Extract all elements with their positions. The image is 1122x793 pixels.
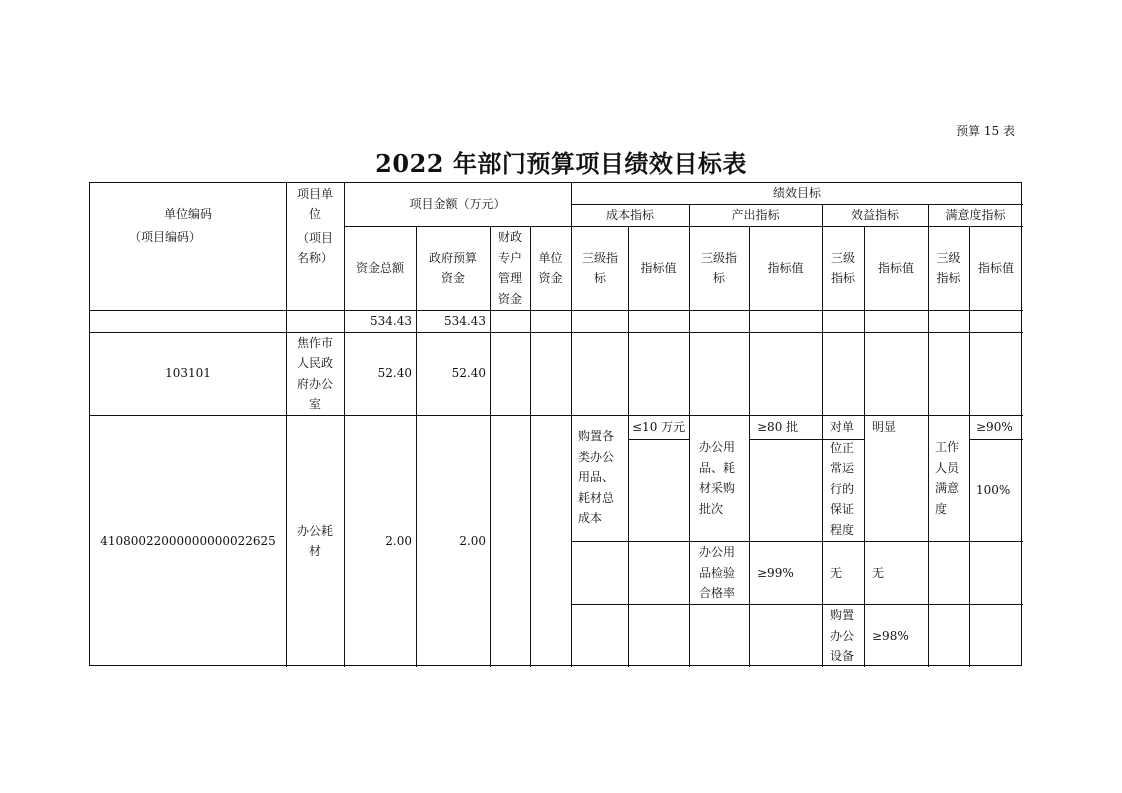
- grid-line: [689, 204, 690, 667]
- header-gov-budget-funds: 政府预算资金: [428, 250, 477, 285]
- performance-target-table: [89, 182, 1022, 666]
- unit-row-gov-budget-funds: 52.40: [451, 366, 486, 381]
- grid-line: [571, 183, 572, 667]
- header-project-code: （项目编码）: [128, 229, 201, 244]
- project-row-total-funds: 2.00: [385, 533, 412, 548]
- grid-line: [928, 204, 929, 667]
- sat-value-2: 100%: [976, 483, 1011, 497]
- total-row-total-funds: 534.43: [370, 313, 412, 328]
- grid-line: [969, 439, 1023, 440]
- benefit2-value: 无: [872, 566, 885, 580]
- grid-line: [571, 541, 1023, 542]
- benefit3-level3: 购置办公设备: [830, 608, 855, 663]
- header-cost-level3: 三级指标: [581, 250, 618, 285]
- header-benefit-level3: 三级指标: [830, 250, 855, 285]
- page-title: 2022 年部门预算项目绩效目标表: [375, 149, 747, 178]
- sat-level3: 工作人员满意度: [935, 440, 960, 516]
- grid-line: [286, 183, 287, 667]
- header-output-value: 指标值: [767, 260, 804, 275]
- grid-line: [628, 439, 689, 440]
- cost-level3: 购置各类办公用品、耗材总成本: [578, 429, 615, 525]
- sat-value-1: ≥90%: [976, 420, 1013, 434]
- benefit2-level3: 无: [830, 566, 843, 580]
- header-unit-funds: 单位资金: [538, 250, 563, 285]
- header-unit-code: 单位编码: [163, 206, 212, 221]
- grid-line: [490, 226, 491, 667]
- output2-level3: 办公用品检验合格率: [699, 545, 736, 600]
- header-benefit-indicator: 效益指标: [850, 207, 899, 222]
- budget-table-number: 预算 15 表: [956, 124, 1015, 138]
- header-project-unit: 项目单位: [296, 186, 333, 221]
- header-total-funds: 资金总额: [355, 260, 404, 275]
- grid-line: [822, 204, 823, 667]
- header-project-name: （项目名称）: [296, 230, 333, 265]
- output1-value: ≥80 批: [757, 420, 799, 434]
- grid-line: [90, 310, 1023, 311]
- header-fiscal-special-funds: 财政专户管理资金: [497, 230, 522, 306]
- header-performance-target: 绩效目标: [772, 186, 821, 201]
- grid-line: [530, 226, 531, 667]
- project-row-gov-budget-funds: 2.00: [459, 533, 486, 548]
- header-benefit-value: 指标值: [877, 260, 914, 275]
- grid-line: [571, 604, 1023, 605]
- unit-row-code: 103101: [165, 366, 211, 381]
- header-sat-level3: 三级指标: [936, 250, 961, 285]
- benefit1-value: 明显: [872, 420, 897, 434]
- header-project-amount: 项目金额（万元）: [409, 197, 506, 212]
- header-sat-value: 指标值: [977, 260, 1014, 275]
- total-row-gov-budget-funds: 534.43: [444, 313, 486, 328]
- unit-row-total-funds: 52.40: [377, 366, 412, 381]
- header-output-indicator: 产出指标: [731, 207, 780, 222]
- unit-row-name: 焦作市人民政府办公室: [296, 335, 333, 411]
- benefit3-value: ≥98%: [872, 629, 909, 643]
- header-satisfaction-indicator: 满意度指标: [945, 207, 1006, 222]
- output1-level3: 办公用品、耗材采购批次: [699, 440, 736, 516]
- cost-value: ≤10 万元: [632, 420, 686, 434]
- project-row-name: 办公耗材: [296, 523, 333, 558]
- header-output-level3: 三级指标: [700, 250, 737, 285]
- header-cost-indicator: 成本指标: [605, 207, 654, 222]
- header-cost-value: 指标值: [640, 260, 677, 275]
- output2-value: ≥99%: [757, 566, 794, 580]
- benefit1-level3: 对单位正常运行的保证程度: [830, 420, 855, 537]
- project-row-code: 41080022000000000022625: [100, 533, 276, 548]
